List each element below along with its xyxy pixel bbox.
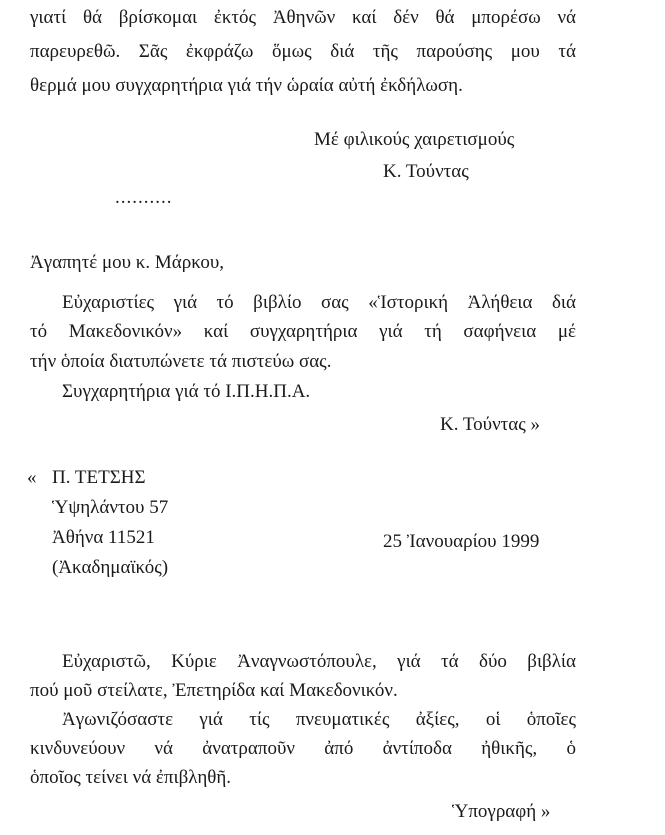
letter3-p2-line-3: ὁποῖος τείνει νά ἐπιβληθῆ. [30, 767, 232, 788]
letter3-p2-line-1: Ἀγωνιζόσαστε γιά τίς πνευματικές ἀξίες, οἱ ὁποῖες [62, 709, 576, 730]
letter1-line-2: παρευρεθῶ. Σᾶς ἐκφράζω ὅμως διά τῆς παρούσης μου τά [30, 41, 576, 62]
letter3-p2-line-2: κινδυνεύουν νά ἀνατραποῦν ἀπό ἀντίποδα ἠθικῆς, ὁ [30, 738, 576, 759]
sender-name: Π. ΤΕΤΣΗΣ [52, 467, 146, 488]
letter1-line-1: γιατί θά βρίσκομαι ἐκτός Ἀθηνῶν καί δέν θά μπορέσω νά [30, 7, 576, 28]
letter2-line-1: Εὐχαριστίες γιά τό βιβλίο σας «Ἱστορική Ἀλήθεια διά [62, 292, 576, 313]
sender-title: (Ἀκαδημαϊκός) [52, 557, 169, 578]
letter1-line-3: θερμά μου συγχαρητήρια γιά τήν ὡραία αὐτή ἐκδήλωση. [30, 75, 463, 96]
letter2-line-2: τό Μακεδονικόν» καί συγχαρητήρια γιά τή σαφήνεια μέ [30, 321, 576, 342]
letter2-line-4: Συγχαρητήρια γιά τό Ι.Π.Η.Π.Α. [62, 381, 311, 402]
separator-dots: .......... [115, 187, 173, 208]
letter3-p1-line-2: πού μοῦ στείλατε, Ἐπετηρίδα καί Μακεδονικόν. [30, 680, 398, 701]
letter2-salutation: Ἀγαπητέ μου κ. Μάρκου, [30, 252, 225, 273]
letter2-signature: Κ. Τούντας » [440, 414, 541, 435]
sender-street: Ὑψηλάντου 57 [52, 497, 169, 518]
letter2-line-3: τήν ὁποία διατυπώνετε τά πιστεύω σας. [30, 351, 332, 372]
sender-city: Ἀθήνα 11521 [52, 527, 155, 548]
letter1-signature: Κ. Τούντας [383, 161, 469, 182]
letter1-closing: Μέ φιλικούς χαιρετισμούς [314, 129, 515, 150]
letter3-date: 25 Ἰανουαρίου 1999 [383, 531, 540, 552]
letter3-signature: Ὑπογραφή » [452, 801, 551, 822]
letter3-p1-line-1: Εὐχαριστῶ, Κύριε Ἀναγνωστόπουλε, γιά τά δύο βιβλία [62, 651, 576, 672]
letter3-open-quote: « [27, 467, 37, 488]
